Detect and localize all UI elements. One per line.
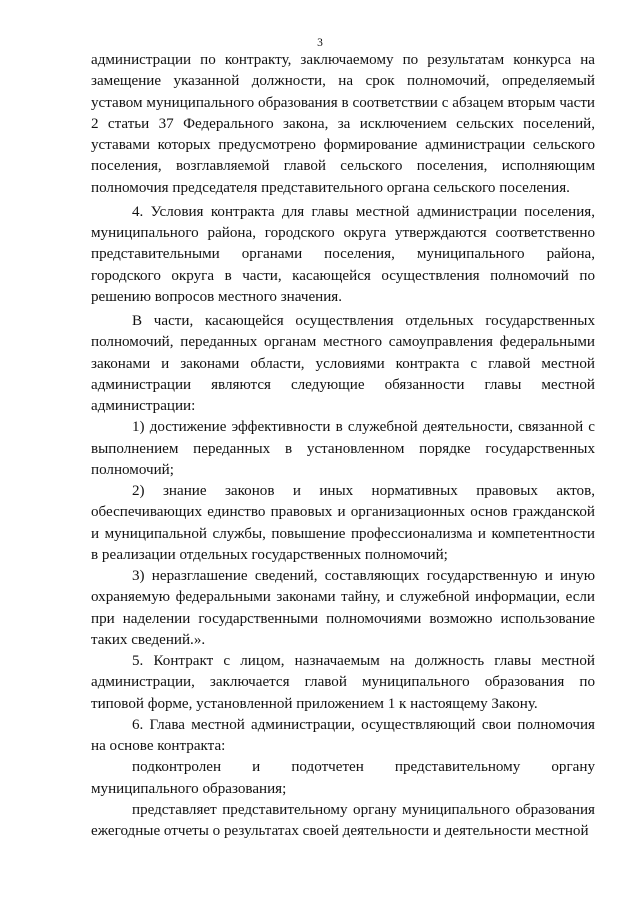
document-body: [91, 50, 595, 842]
paragraph-reports: представляет представительному органу муниципального образования ежегодные отчеты о результатах своей деятельности и деятельности местной: [91, 801, 595, 839]
paragraph-item-6: 6. Глава местной администрации, осуществляющий свои полномочия на основе контракта:: [91, 716, 595, 754]
paragraph-duty-3: 3) неразглашение сведений, составляющих государственную и иную охраняемую федеральными законами тайну, и служебной информации, если при наделении государственными полномочиями возможно использование таких сведений.».: [91, 568, 595, 648]
paragraph-item-5: 5. Контракт с лицом, назначаемым на должность главы местной администрации, заключается главой муниципального образования по типовой форме, установленной приложением 1 к настоящему Закону.: [91, 653, 595, 712]
paragraph-state-powers: В части, касающейся осуществления отдельных государственных полномочий, переданных органам местного самоуправления федеральными законами и законами области, условиями контракта с главой местной администрации являются следующие обязанности главы местной администрации:: [91, 313, 595, 414]
page-number: 3: [317, 37, 323, 49]
paragraph-continuation: администрации по контракту, заключаемому по результатам конкурса на замещение указанной должности, на срок полномочий, определяемый уставом муниципального образования в соответствии с абзацем вторым части 2 статьи 37 Федерального закона, за исключением сельских поселений, уставами которых предусмотрено формирование администрации сельского поселения, возглавляемой главой сельского поселения, исполняющим полномочия председателя представительного органа сельского поселения.: [91, 52, 595, 196]
paragraph-duty-2: 2) знание законов и иных нормативных правовых актов, обеспечивающих единство правовых и организационных основ гражданской и муниципальной службы, повышение профессионализма и компетентности в реализации отдельных государственных полномочий;: [91, 483, 595, 563]
paragraph-accountable: подконтролен и подотчетен представительному органу муниципального образования;: [91, 759, 595, 797]
paragraph-item-4: 4. Условия контракта для главы местной администрации поселения, муниципального района, городского округа утверждаются соответственно представительными органами поселения, муниципального района, городского округа в части, касающейся осуществления полномочий по решению вопросов местного значения.: [91, 203, 595, 305]
paragraph-duty-1: 1) достижение эффективности в служебной деятельности, связанной с выполнением переданных в установленном порядке государственных полномочий;: [91, 419, 595, 478]
